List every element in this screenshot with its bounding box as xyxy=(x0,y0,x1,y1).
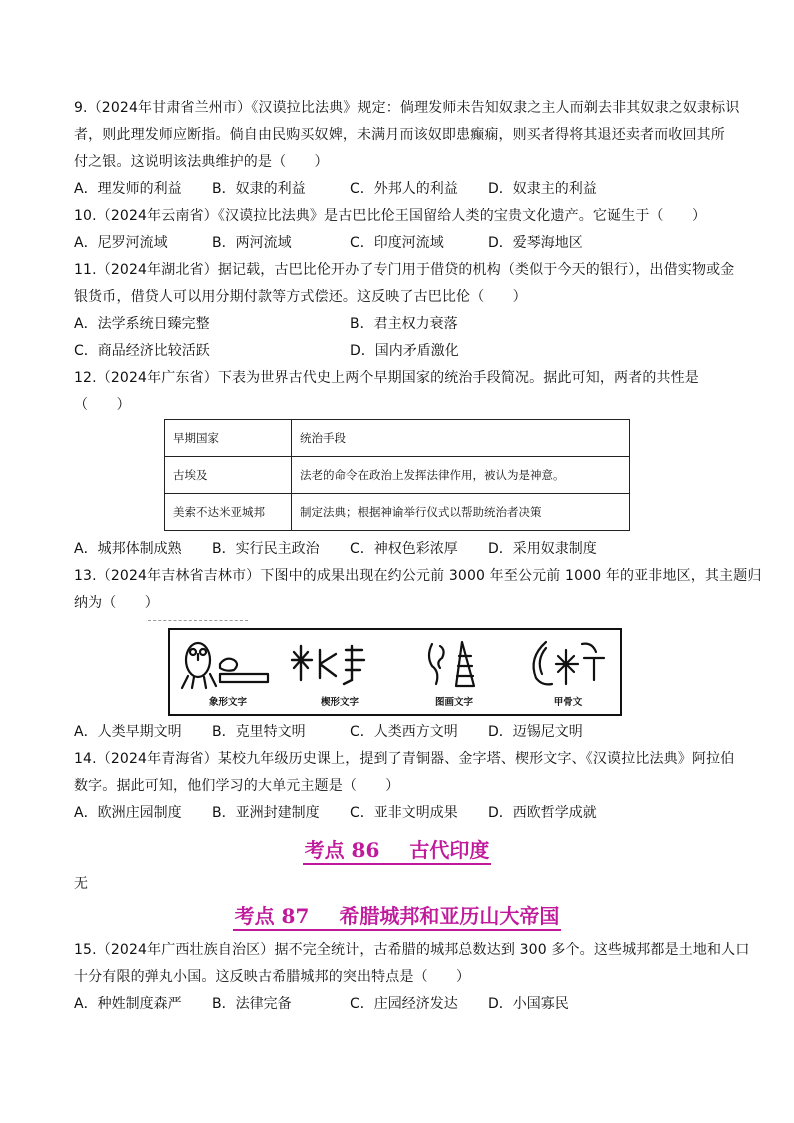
q10-option-a[interactable]: A．尼罗河流域 xyxy=(74,235,168,251)
q13-stem-line-1: 13.（2024年吉林省吉林市）下图中的成果出现在约公元前 3000 年至公元前 1000 年的亚非地区，其主题归 xyxy=(74,568,762,584)
table-row xyxy=(165,494,630,531)
q15-stem-line-1: 15.（2024年广西壮族自治区）据不完全统计，古希腊的城邦总数达到 300 多个。这些城邦都是土地和人口 xyxy=(74,942,750,958)
q11-option-b[interactable]: B．君主权力衰落 xyxy=(350,316,458,332)
table-row xyxy=(165,420,630,457)
q12-option-b[interactable]: B．实行民主政治 xyxy=(212,541,320,557)
q9-options xyxy=(74,179,597,199)
figure-scan-edge xyxy=(148,620,248,625)
q9-option-d[interactable]: D．奴隶主的利益 xyxy=(488,181,597,197)
q14-option-d[interactable]: D．西欧哲学成就 xyxy=(488,805,597,821)
q12-option-a[interactable]: A．城邦体制成熟 xyxy=(74,541,182,557)
q14-option-b[interactable]: B．亚洲封建制度 xyxy=(212,805,320,821)
q13-stem-line-2: 纳为（ ） xyxy=(74,595,159,611)
q13-option-d[interactable]: D．迈锡尼文明 xyxy=(488,724,583,740)
q10-option-c[interactable]: C．印度河流域 xyxy=(350,235,444,251)
table-cell: 统治手段 xyxy=(292,420,630,457)
q10-option-b[interactable]: B．两河流域 xyxy=(212,235,292,251)
q9-stem-line-1: 9.（2024年甘肃省兰州市）《汉谟拉比法典》规定：倘理发师未告知奴隶之主人而剃去非其奴隶之奴隶标识 xyxy=(74,100,740,116)
q11-stem-line-1: 11.（2024年湖北省）据记载，古巴比伦开办了专门用于借贷的机构（类似于今天的银行），出借实物或金 xyxy=(74,262,735,278)
q13-option-b[interactable]: B．克里特文明 xyxy=(212,724,306,740)
q11-option-d[interactable]: D．国内矛盾激化 xyxy=(350,343,459,359)
section-heading-87 xyxy=(0,903,794,931)
q10-option-d[interactable]: D．爱琴海地区 xyxy=(488,235,583,251)
q13-option-c[interactable]: C．人类西方文明 xyxy=(350,724,458,740)
q14-stem-line-2: 数字。据此可知，他们学习的大单元主题是（ ） xyxy=(74,778,400,794)
q11-option-a[interactable]: A．法学系统日臻完整 xyxy=(74,316,210,332)
q12-table xyxy=(164,419,630,531)
q10-stem-line-1: 10.（2024年云南省）《汉谟拉比法典》是古巴比伦王国留给人类的宝贵文化遗产。它诞生于（ ） xyxy=(74,208,707,224)
q15-option-a[interactable]: A．种姓制度森严 xyxy=(74,996,182,1012)
q9-option-a[interactable]: A．理发师的利益 xyxy=(74,181,182,197)
caption-oracle-bone: 甲骨文 xyxy=(553,697,583,708)
q12-options xyxy=(74,539,597,559)
q9-stem-line-3: 付之银。这说明该法典维护的是（ ） xyxy=(74,154,329,170)
caption-pictograph: 图画文字 xyxy=(434,697,473,708)
q9-option-c[interactable]: C．外邦人的利益 xyxy=(350,181,458,197)
heading-87-title: 希腊城邦和亚历山大帝国 xyxy=(339,904,560,928)
table-cell: 古埃及 xyxy=(165,457,292,494)
heading-87-number: 考点 87 xyxy=(234,904,310,928)
table-cell: 制定法典；根据神谕举行仪式以帮助统治者决策 xyxy=(292,494,630,531)
oracle-bone-icon xyxy=(522,634,612,692)
q14-stem-line-1: 14.（2024年青海省）某校九年级历史课上，提到了青铜器、金字塔、楔形文字、《汉谟拉比法典》阿拉伯 xyxy=(74,751,735,767)
heading-86-number: 考点 86 xyxy=(304,838,380,862)
q11-options-row-1 xyxy=(74,314,626,334)
q12-option-d[interactable]: D．采用奴隶制度 xyxy=(488,541,597,557)
section-heading-86 xyxy=(0,837,794,865)
q9-stem-line-2: 者，则此理发师应断指。倘自由民购买奴婢，未满月而该奴即患癫痫，则买者得将其退还卖者而收回其所 xyxy=(74,127,725,143)
q15-option-c[interactable]: C．庄园经济发达 xyxy=(350,996,458,1012)
q15-options xyxy=(74,994,569,1014)
q10-options xyxy=(74,233,583,253)
q9-option-b[interactable]: B．奴隶的利益 xyxy=(212,181,306,197)
q12-stem-line-2: （ ） xyxy=(74,397,131,413)
q15-option-b[interactable]: B．法律完备 xyxy=(212,996,292,1012)
q14-option-a[interactable]: A．欧洲庄园制度 xyxy=(74,805,182,821)
hieroglyph-icon xyxy=(176,634,272,692)
pictograph-icon xyxy=(422,636,482,692)
table-row xyxy=(165,457,630,494)
q13-options xyxy=(74,722,583,742)
q11-option-c[interactable]: C．商品经济比较活跃 xyxy=(74,343,210,359)
q14-option-c[interactable]: C．亚非文明成果 xyxy=(350,805,458,821)
none-text: 无 xyxy=(74,876,89,892)
table-cell: 法老的命令在政治上发挥法律作用，被认为是神意。 xyxy=(292,457,630,494)
q12-option-c[interactable]: C．神权色彩浓厚 xyxy=(350,541,458,557)
q13-option-a[interactable]: A．人类早期文明 xyxy=(74,724,182,740)
table-cell: 美索不达米亚城邦 xyxy=(165,494,292,531)
q14-options xyxy=(74,803,597,823)
caption-hieroglyph: 象形文字 xyxy=(208,697,247,708)
cuneiform-icon xyxy=(288,640,384,688)
table-cell: 早期国家 xyxy=(165,420,292,457)
ancient-scripts-figure xyxy=(168,628,622,716)
caption-cuneiform: 楔形文字 xyxy=(320,697,359,708)
q15-stem-line-2: 十分有限的弹丸小国。这反映古希腊城邦的突出特点是（ ） xyxy=(74,969,471,985)
q11-stem-line-2: 银货币，借贷人可以用分期付款等方式偿还。这反映了古巴比伦（ ） xyxy=(74,289,527,305)
heading-86-title: 古代印度 xyxy=(409,838,490,862)
q11-options-row-2 xyxy=(74,341,626,361)
q12-stem-line-1: 12.（2024年广东省）下表为世界古代史上两个早期国家的统治手段简况。据此可知，两者的共性是 xyxy=(74,370,699,386)
q15-option-d[interactable]: D．小国寡民 xyxy=(488,996,569,1012)
